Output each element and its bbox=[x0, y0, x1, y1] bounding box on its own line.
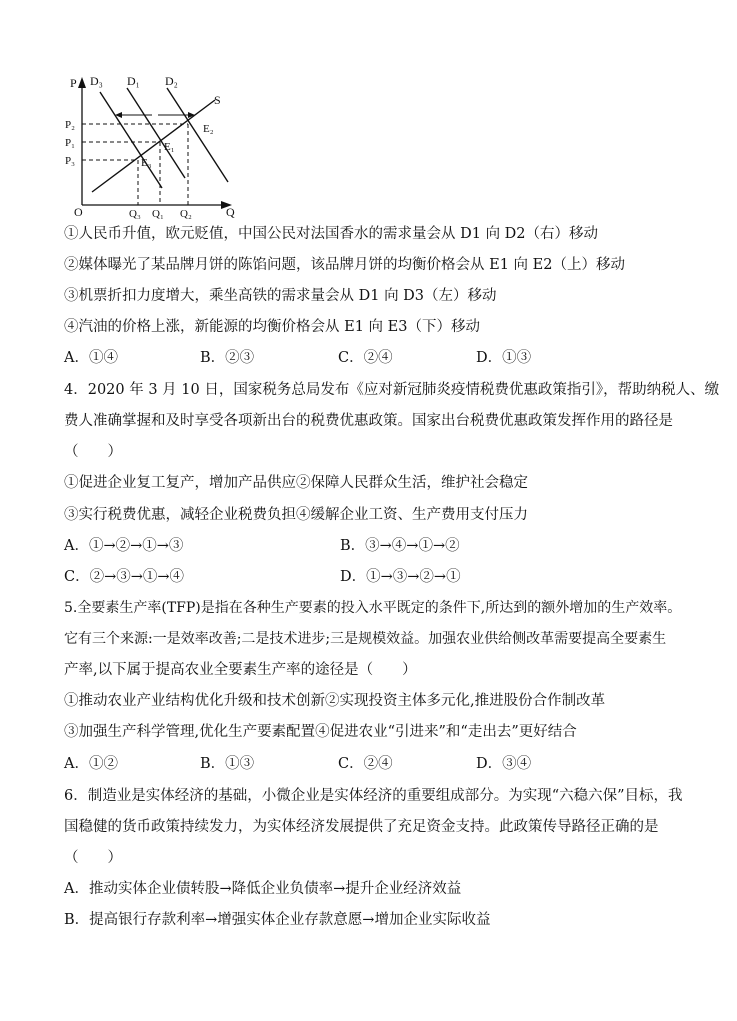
q3-item-1: ①人民币升值，欧元贬值，中国公民对法国香水的需求量会从 D1 向 D2（右）移动 bbox=[64, 226, 599, 242]
q3-option-b: B．②③ bbox=[200, 350, 255, 366]
q3-option-d: D．①③ bbox=[476, 350, 532, 366]
q3-item-4: ④汽油的价格上涨，新能源的均衡价格会从 E1 向 E3（下）移动 bbox=[64, 319, 480, 335]
label-q1: Q₁ bbox=[152, 208, 164, 220]
label-e3: E₃ bbox=[141, 157, 152, 169]
q4-stem-line-1: 4．2020 年 3 月 10 日，国家税务总局发布《应对新冠肺炎疫情税费优惠政策指引》，帮助纳税人、缴 bbox=[64, 382, 720, 398]
q4-option-d: D．①→③→②→① bbox=[340, 569, 461, 585]
q4-option-b: B．③→④→①→② bbox=[340, 538, 460, 554]
label-p2: P₂ bbox=[65, 119, 75, 131]
q4-stem-line-2: 费人准确掌握和及时享受各项新出台的税费优惠政策。国家出台税费优惠政策发挥作用的路径是 bbox=[64, 413, 673, 429]
label-e1: E₁ bbox=[164, 141, 175, 153]
q5-stem-line-3: 产率,以下属于提高农业全要素生产率的途径是（ ） bbox=[64, 662, 417, 678]
q3-item-3: ③机票折扣力度增大，乘坐高铁的需求量会从 D1 向 D3（左）移动 bbox=[64, 288, 497, 304]
q5-item-1: ①推动农业产业结构优化升级和技术创新②实现投资主体多元化,推进股份合作制改革 bbox=[64, 693, 606, 709]
label-d3: D₃ bbox=[90, 74, 103, 88]
label-q2: Q₂ bbox=[180, 208, 192, 220]
supply-line bbox=[92, 100, 215, 192]
q6-option-b: B．提高银行存款利率→增强实体企业存款意愿→增加企业实际收益 bbox=[64, 912, 491, 928]
label-p1: P₁ bbox=[65, 137, 75, 149]
q5-item-2: ③加强生产科学管理,优化生产要素配置④促进农业“引进来”和“走出去”更好结合 bbox=[64, 724, 577, 740]
q6-stem-line-1: 6．制造业是实体经济的基础，小微企业是实体经济的重要组成部分。为实现“六稳六保”目标，我 bbox=[64, 788, 683, 804]
q3-option-c: C．②④ bbox=[338, 350, 393, 366]
q5-option-b: B．①③ bbox=[200, 756, 255, 772]
axis-label-q: Q bbox=[226, 205, 235, 219]
q6-option-a: A．推动实体企业债转股→降低企业负债率→提升企业经济效益 bbox=[64, 881, 462, 897]
y-axis-arrow bbox=[78, 77, 86, 88]
demand-line-d3 bbox=[100, 92, 162, 188]
label-q3: Q₃ bbox=[129, 208, 141, 220]
label-e2: E₂ bbox=[203, 123, 214, 135]
label-p3: P₃ bbox=[65, 155, 75, 167]
q5-stem-line-1: 5.全要素生产率(TFP)是指在各种生产要素的投入水平既定的条件下,所达到的额外增加的生产效率。 bbox=[64, 600, 682, 616]
q4-item-1: ①促进企业复工复产，增加产品供应②保障人民群众生活，维护社会稳定 bbox=[64, 475, 528, 491]
q6-stem-line-3: （ ） bbox=[64, 850, 122, 866]
origin-label: O bbox=[74, 205, 83, 219]
q5-option-d: D．③④ bbox=[476, 756, 532, 772]
q3-option-a: A．①④ bbox=[64, 350, 118, 366]
axis-label-p: P bbox=[70, 76, 77, 90]
q5-option-a: A．①② bbox=[64, 756, 118, 772]
supply-demand-diagram bbox=[60, 70, 250, 222]
q5-option-c: C．②④ bbox=[338, 756, 393, 772]
q4-stem-line-3: （ ） bbox=[64, 444, 122, 460]
q4-item-2: ③实行税费优惠，减轻企业税费负担④缓解企业工资、生产费用支付压力 bbox=[64, 507, 528, 523]
label-s: S bbox=[214, 93, 221, 107]
label-d2: D₂ bbox=[165, 74, 178, 88]
label-d1: D₁ bbox=[127, 74, 140, 88]
q5-stem-line-2: 它有三个来源:一是效率改善;二是技术进步;三是规模效益。加强农业供给侧改革需要提高全要素生 bbox=[64, 631, 667, 647]
q4-option-a: A．①→②→①→③ bbox=[64, 538, 184, 554]
q6-stem-line-2: 国稳健的货币政策持续发力，为实体经济发展提供了充足资金支持。此政策传导路径正确的是 bbox=[64, 819, 659, 835]
dashed-guides bbox=[82, 124, 188, 205]
q3-item-2: ②媒体曝光了某品牌月饼的陈馅问题，该品牌月饼的均衡价格会从 E1 向 E2（上）移动 bbox=[64, 257, 625, 273]
q4-option-c: C．②→③→①→④ bbox=[64, 569, 185, 585]
